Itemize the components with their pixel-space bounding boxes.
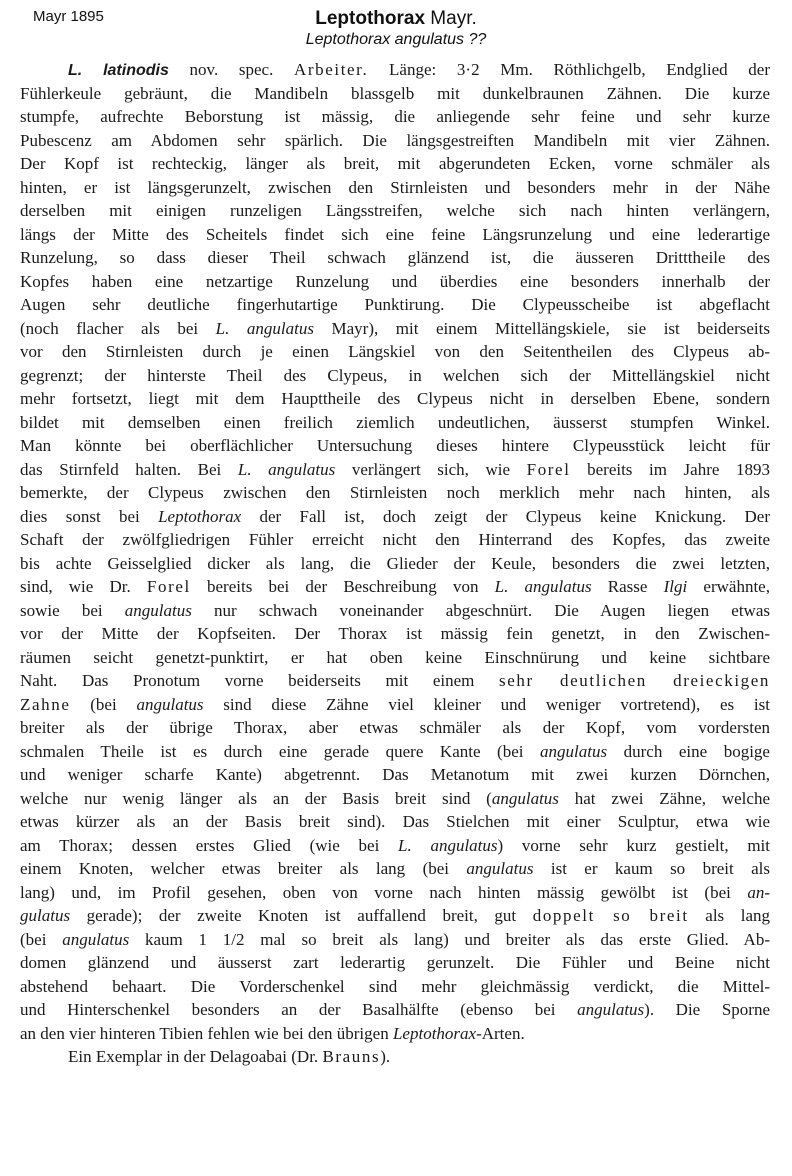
body-text	[20, 58, 770, 1069]
text-segment: Leptothorax	[392, 1023, 477, 1043]
text-segment: dies sonst bei	[20, 506, 159, 526]
text-segment: doppelt so breit	[532, 906, 689, 925]
text-segment: Brauns	[322, 1047, 381, 1066]
text-segment: (bei	[20, 929, 63, 949]
text-segment: Länge: 3·2 Mm. Röthlichgelb, Endglied der	[389, 60, 770, 79]
text-segment: durch eine bogige	[607, 741, 770, 761]
text-segment: verlängert sich, wie	[335, 459, 527, 479]
text-segment: domen glänzend und äusserst zart lederartig gerunzelt. Die Fühler und Beine nicht	[20, 953, 770, 972]
text-segment: L. angulatus	[398, 835, 498, 855]
text-segment: das Stirnfeld halten. Bei	[20, 459, 238, 479]
text-segment: sehr deutlichen dreieckigen	[499, 671, 770, 690]
text-segment: angulatus	[540, 741, 608, 761]
text-segment: nur schwach voneinander abgeschnürt. Die Augen liegen etwas	[191, 600, 770, 620]
text-line	[20, 58, 770, 82]
subtitle: Leptothorax angulatus ??	[305, 31, 487, 48]
text-segment: angulatus	[466, 859, 534, 878]
text-segment: ist er kaum so breit als	[533, 859, 770, 878]
text-segment: breiter als der übrige Thorax, aber etwas schmäler als der Kopf, vom vordersten	[20, 718, 770, 737]
text-line	[20, 834, 770, 858]
text-segment: als lang	[688, 906, 770, 925]
text-segment: ). Die Sporne	[644, 1000, 770, 1019]
text-line	[20, 810, 770, 834]
genus-title	[0, 8, 792, 30]
text-line	[20, 599, 770, 623]
text-line	[20, 481, 770, 505]
text-segment: angulatus	[136, 694, 204, 714]
text-segment: derselben mit einigen runzeligen Längsstreifen, welche sich nach hinten verlängern,	[20, 201, 770, 220]
text-segment: vor der Mitte der Kopfseiten. Der Thorax ist mässig fein genetzt, in den Zwischen-	[20, 624, 770, 643]
text-line	[20, 270, 770, 294]
text-segment: gerade); der zweite Knoten ist auffallend breit, gut	[70, 906, 533, 925]
text-line	[20, 411, 770, 435]
text-segment: bereits im Jahre 1893	[570, 459, 770, 479]
text-segment: Ein Exemplar in der Delagoabai (Dr.	[68, 1047, 323, 1066]
text-segment: L. angulatus	[215, 318, 314, 338]
text-line	[20, 763, 770, 787]
text-line	[20, 176, 770, 200]
text-segment: erwähnte,	[687, 577, 770, 596]
text-segment: ) vorne sehr kurz gestielt, mit	[497, 835, 770, 855]
text-segment: sowie bei	[20, 600, 125, 620]
text-segment: vor den Stirnleisten durch je einen Längskiel von den Seitentheilen des Clypeus ab-	[20, 342, 770, 361]
text-line	[20, 246, 770, 270]
text-segment: Rasse	[591, 577, 664, 596]
text-line	[20, 787, 770, 811]
text-segment: schmalen Theile ist es durch eine gerade quere Kante (bei	[20, 741, 541, 761]
text-segment: ).	[380, 1047, 391, 1066]
text-segment: (noch flacher als bei	[20, 318, 216, 338]
text-line	[20, 904, 770, 928]
text-segment: -Arten.	[476, 1023, 525, 1043]
text-line	[20, 693, 770, 717]
text-line	[20, 857, 770, 881]
text-segment: mehr fortsetzt, liegt mit dem Haupttheile des Clypeus nicht in derselben Ebene, sondern	[20, 389, 770, 408]
species-status: nov. spec.	[189, 60, 274, 79]
text-line	[20, 340, 770, 364]
text-segment: hinten, er ist längsgerunzelt, zwischen den Stirnleisten und besonders mehr in der Nähe	[20, 177, 770, 197]
text-segment: kaum 1 1/2 mal so breit als lang) und breiter als das erste Glied. Ab-	[129, 929, 770, 949]
text-line	[20, 82, 770, 106]
text-segment: bemerkte, der Clypeus zwischen den Stirnleisten noch merklich mehr nach hinten, als	[20, 483, 770, 502]
text-segment: etwas kürzer als an der Basis breit sind). Das Stielchen mit einer Sculptur, etwa wie	[20, 812, 770, 831]
text-line	[20, 364, 770, 388]
text-segment: stumpfe, aufrechte Beborstung ist mässig, die anliegende sehr feine und sehr kurze	[20, 107, 770, 126]
text-segment: Man könnte bei oberflächlicher Untersuchung dieses hintere Clypeusstück leicht für	[20, 436, 770, 455]
text-segment: angulatus	[62, 929, 130, 949]
text-segment: angulatus	[124, 600, 192, 620]
text-segment: einem Knoten, welcher etwas breiter als lang (bei	[20, 859, 467, 878]
text-segment: Zahne	[20, 694, 71, 714]
text-line	[20, 1045, 770, 1069]
text-segment: Forel	[526, 459, 571, 479]
text-line	[20, 129, 770, 153]
text-segment: Naht. Das Pronotum vorne beiderseits mit einem	[20, 671, 500, 690]
text-segment: der Fall ist, doch zeigt der Clypeus keine Knickung. Der	[241, 506, 770, 526]
text-segment: L. angulatus	[494, 577, 592, 596]
text-line	[20, 552, 770, 576]
text-segment: Forel	[146, 577, 191, 596]
text-line	[20, 199, 770, 223]
text-segment: abstehend behaart. Die Vorderschenkel sind mehr gleichmässig verdickt, die Mittel-	[20, 976, 770, 996]
text-line	[20, 434, 770, 458]
species-caste: Arbeiter.	[294, 60, 369, 79]
text-segment: angulatus	[577, 1000, 645, 1019]
genus-author: Mayr.	[430, 8, 477, 29]
species-name: L. latinodis	[68, 62, 169, 79]
text-segment: hat zwei Zähne, welche	[558, 788, 770, 808]
text-line	[20, 622, 770, 646]
text-line	[20, 951, 770, 975]
text-line	[20, 293, 770, 317]
text-line	[20, 223, 770, 247]
text-segment: Kopfes haben eine netzartige Runzelung und überdies eine besonders innerhalb der	[20, 271, 770, 291]
text-segment: Der Kopf ist rechteckig, länger als breit, mit abgerundeten Ecken, vorne schmäler als	[20, 154, 770, 173]
text-line	[20, 528, 770, 552]
text-segment: bereits bei der Beschreibung von	[190, 577, 495, 596]
text-line	[20, 387, 770, 411]
text-segment: längs der Mitte des Scheitels findet sich eine feine Längsrunzelung und eine lederartige	[20, 224, 770, 244]
text-line	[20, 669, 770, 693]
text-line	[20, 458, 770, 482]
text-line	[20, 646, 770, 670]
text-segment: (bei	[70, 694, 137, 714]
text-segment: gulatus	[20, 906, 71, 925]
text-segment: Fühlerkeule gebräunt, die Mandibeln blassgelb mit dunkelbraunen Zähnen. Die kurze	[20, 83, 770, 103]
text-segment: Ilgi	[663, 577, 688, 596]
text-segment: Mayr), mit einem Mittellängskiele, sie ist beiderseits	[313, 318, 770, 338]
text-line	[20, 505, 770, 529]
text-segment: Runzelung, so dass dieser Theil schwach glänzend ist, die äusseren Dritttheile des	[20, 248, 770, 267]
text-line	[20, 152, 770, 176]
text-segment: sind diese Zähne viel kleiner und weniger vortretend), es ist	[203, 694, 770, 714]
text-segment: angulatus	[491, 788, 559, 808]
text-segment: Schaft der zwölfgliedrigen Fühler erreicht nicht den Hinterrand des Kopfes, das zweite	[20, 530, 770, 549]
text-segment: Pubescenz am Abdomen sehr spärlich. Die längsgestreiften Mandibeln mit vier Zähnen.	[20, 130, 770, 150]
text-segment: lang) und, im Profil gesehen, oben von vorne nach hinten mässig gewölbt ist (bei	[20, 882, 748, 902]
text-line	[20, 881, 770, 905]
text-line	[20, 105, 770, 129]
text-segment: welche nur wenig länger als an der Basis breit sind (	[20, 788, 492, 808]
text-segment: und Hinterschenkel besonders an der Basalhälfte (ebenso bei	[20, 1000, 578, 1019]
text-segment: sind, wie Dr.	[20, 577, 147, 596]
text-segment: L. angulatus	[237, 459, 336, 479]
author-year: Mayr 1895	[33, 8, 104, 25]
text-segment: Leptothorax	[158, 506, 242, 526]
text-line	[20, 998, 770, 1022]
text-segment: gegrenzt; der hinterste Theil des Clypeus, in welchen sich der Mittellängskiel nicht	[20, 365, 770, 385]
text-segment: an den vier hinteren Tibien fehlen wie bei den übrigen	[20, 1023, 393, 1043]
text-segment: Augen sehr deutliche fingerhutartige Punktirung. Die Clypeusscheibe ist abgeflacht	[20, 295, 770, 314]
text-segment: räumen seicht genetzt-punktirt, er hat oben keine Einschnürung und keine sichtbare	[20, 647, 770, 667]
text-line	[20, 928, 770, 952]
text-line	[20, 975, 770, 999]
text-line	[20, 740, 770, 764]
text-line	[20, 317, 770, 341]
text-line	[20, 716, 770, 740]
text-segment: bildet mit demselben einen freilich ziemlich undeutlichen, äusserst stumpfen Winkel.	[20, 412, 770, 432]
text-segment: an-	[747, 882, 770, 902]
text-segment: bis achte Geisselglied dicker als lang, die Glieder der Keule, besonders die zwei letzten,	[20, 553, 770, 573]
text-segment: und weniger scharfe Kante) abgetrennt. Das Metanotum mit zwei kurzen Dörnchen,	[20, 765, 770, 784]
genus-name: Leptothorax	[315, 8, 426, 29]
text-line	[20, 1022, 770, 1046]
text-line	[20, 575, 770, 599]
text-segment: am Thorax; dessen erstes Glied (wie bei	[20, 835, 399, 855]
